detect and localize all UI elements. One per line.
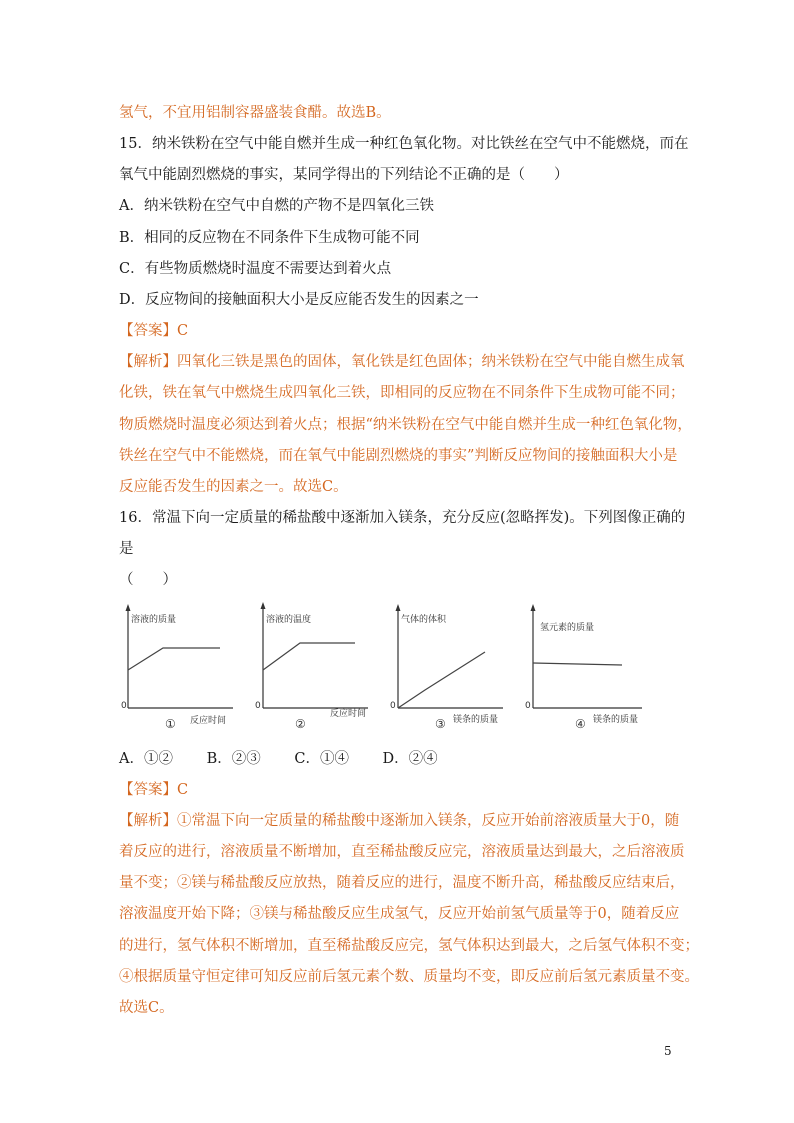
graph-1-number: ① bbox=[165, 717, 176, 731]
answer-15: 【答案】C bbox=[119, 323, 189, 339]
graph-2-curve bbox=[263, 643, 355, 670]
graph-4-number: ④ bbox=[575, 717, 586, 731]
graph-3 bbox=[385, 600, 520, 740]
graph-4-ylabel: 氢元素的质量 bbox=[540, 623, 595, 633]
graph-3-number: ③ bbox=[435, 717, 446, 731]
graph-2-origin: 0 bbox=[255, 701, 261, 711]
question-16-line-1: 16．常温下向一定质量的稀盐酸中逐渐加入镁条，充分反应(忽略挥发)。下列图像正确的 bbox=[119, 510, 686, 526]
y-axis-arrow bbox=[396, 604, 401, 611]
graph-2-number: ② bbox=[295, 717, 306, 731]
text-line: 氢气，不宜用铝制容器盛装食醋。故选B。 bbox=[119, 105, 391, 121]
analysis-16-line-2: 着反应的进行，溶液质量不断增加，直至稀盐酸反应完，溶液质量达到最大，之后溶液质 bbox=[119, 844, 685, 860]
y-axis-arrow bbox=[531, 604, 536, 611]
graph-4-origin: 0 bbox=[525, 701, 531, 711]
graph-1-xlabel: 反应时间 bbox=[190, 716, 227, 726]
graph-1-origin: 0 bbox=[121, 701, 127, 711]
analysis-15-line-1: 【解析】四氧化三铁是黑色的固体，氧化铁是红色固体；纳米铁粉在空气中能自燃生成氧 bbox=[119, 354, 685, 370]
option-d: D．反应物间的接触面积大小是反应能否发生的因素之一 bbox=[119, 292, 479, 308]
graph-2 bbox=[250, 600, 385, 740]
graph-1 bbox=[115, 600, 250, 740]
analysis-16-line-4: 溶液温度开始下降；③镁与稀盐酸反应生成氢气，反应开始前氢气质量等于0，随着反应 bbox=[119, 906, 680, 922]
analysis-15-line-3: 物质燃烧时温度必须达到着火点；根据“纳米铁粉在空气中能自燃并生成一种红色氧化物， bbox=[119, 417, 692, 433]
option-b: B．相同的反应物在不同条件下生成物可能不同 bbox=[119, 230, 420, 246]
answer-16: 【答案】C bbox=[119, 782, 189, 798]
graph-3-origin: 0 bbox=[390, 701, 396, 711]
analysis-15-line-4: 铁丝在空气中不能燃烧，而在氧气中能剧烈燃烧的事实”判断反应物间的接触面积大小是 bbox=[119, 448, 678, 464]
option-a: A．纳米铁粉在空气中自燃的产物不是四氧化三铁 bbox=[119, 198, 434, 214]
graph-2-svg bbox=[250, 600, 370, 735]
graph-2-xlabel: 反应时间 bbox=[330, 709, 367, 719]
graph-2-ylabel: 溶液的温度 bbox=[266, 615, 312, 625]
y-axis-arrow bbox=[126, 604, 131, 611]
graph-3-ylabel: 气体的体积 bbox=[401, 615, 447, 625]
graph-1-svg bbox=[115, 600, 235, 735]
analysis-16-line-1: 【解析】①常温下向一定质量的稀盐酸中逐渐加入镁条，反应开始前溶液质量大于0，随 bbox=[119, 813, 680, 829]
question-16-line-2: 是 bbox=[119, 541, 134, 557]
analysis-16-line-6: ④根据质量守恒定律可知反应前后氢元素个数、质量均不变，即反应前后氢元素质量不变。 bbox=[119, 969, 699, 985]
analysis-16-line-5: 的进行，氢气体积不断增加，直至稀盐酸反应完，氢气体积达到最大，之后氢气体积不变； bbox=[119, 938, 699, 954]
graph-4-svg bbox=[520, 600, 645, 735]
question-15-line-1: 15．纳米铁粉在空气中能自燃并生成一种红色氧化物。对比铁丝在空气中不能燃烧，而在 bbox=[119, 136, 689, 152]
question-16-blank: （ ） bbox=[119, 572, 177, 588]
analysis-16-line-3: 量不变；②镁与稀盐酸反应放热，随着反应的进行，温度不断升高，稀盐酸反应结束后， bbox=[119, 875, 685, 891]
graph-1-curve bbox=[128, 648, 220, 670]
option-c: C．有些物质燃烧时温度不需要达到着火点 bbox=[119, 261, 392, 277]
graph-1-ylabel: 溶液的质量 bbox=[131, 615, 177, 625]
page-number: 5 bbox=[664, 1044, 672, 1058]
question-16-options: A．①② B．②③ C．①④ D．②④ bbox=[119, 751, 438, 767]
y-axis-arrow bbox=[261, 602, 266, 609]
question-15-line-2: 氧气中能剧烈燃烧的事实，某同学得出的下列结论不正确的是（ ） bbox=[119, 167, 569, 183]
analysis-16-line-7: 故选C。 bbox=[119, 1000, 174, 1016]
graphs-row bbox=[115, 600, 655, 740]
graph-3-svg bbox=[385, 600, 505, 735]
analysis-15-line-2: 化铁，铁在氧气中燃烧生成四氧化三铁，即相同的反应物在不同条件下生成物可能不同； bbox=[119, 385, 685, 401]
graph-4 bbox=[520, 600, 655, 740]
graph-3-xlabel: 镁条的质量 bbox=[453, 715, 499, 725]
analysis-15-line-5: 反应能否发生的因素之一。故选C。 bbox=[119, 479, 348, 495]
graph-4-curve bbox=[533, 663, 622, 665]
graph-3-curve bbox=[398, 652, 485, 708]
graph-4-xlabel: 镁条的质量 bbox=[593, 715, 639, 725]
